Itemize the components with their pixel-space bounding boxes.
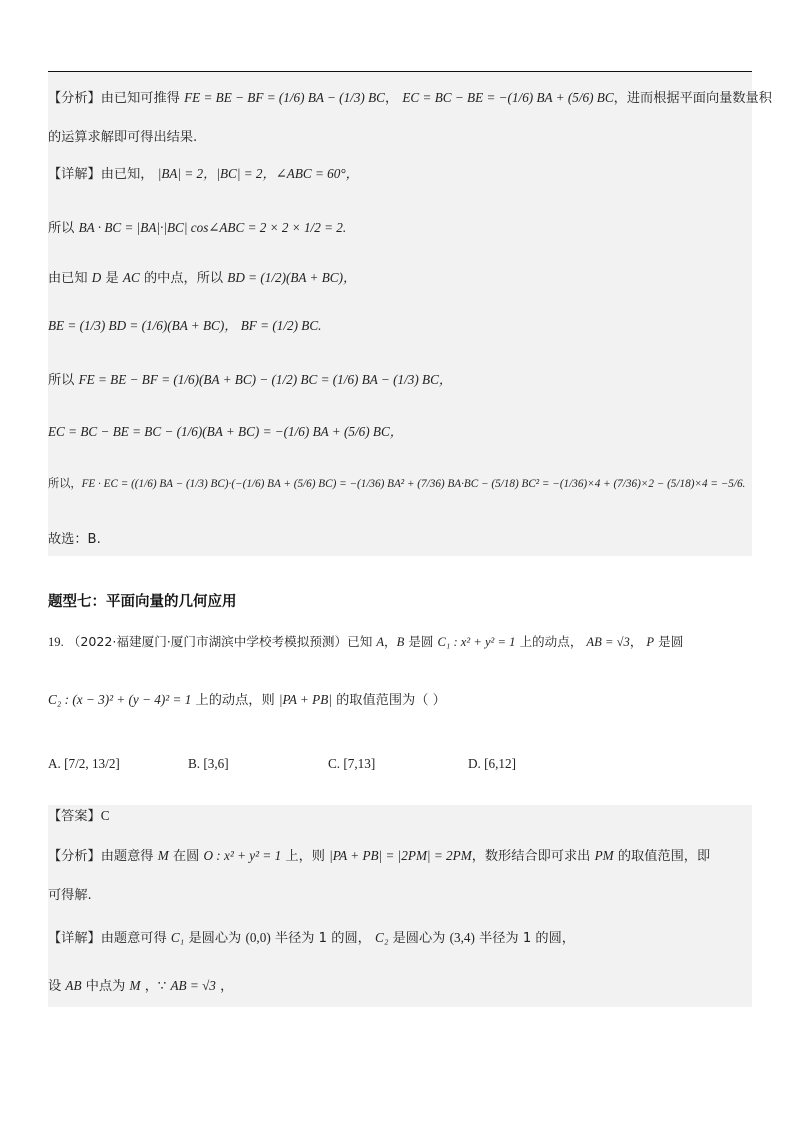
analysis2-line-2: 可得解. (48, 888, 92, 903)
detail2-line-2: 设 AB 中点为 M ，∵ AB = √3 ， (48, 978, 234, 994)
option-b[interactable]: B. [3,6] (188, 756, 229, 771)
detail-line-5: 所以 FE = BE − BF = (1/6)(BA + BC) − (1/2) BC = (1/6) BA − (1/3) BC， (48, 372, 453, 388)
detail-line-2: 所以 BA · BC = |BA|·|BC| cos∠ABC = 2 × 2 × 1/2 = 2. (48, 220, 347, 236)
section-heading: 题型七：平面向量的几何应用 (48, 594, 237, 610)
answer-line (48, 806, 110, 827)
formula-ec: EC = BC − BE = −(1/6) BA + (5/6) BC (402, 90, 614, 105)
analysis-line-2: 的运算求解即可得出结果. (48, 130, 198, 145)
question-number: 19. (48, 635, 64, 649)
question-source: （2022·福建厦门·厦门市湖滨中学校考模拟预测） (67, 634, 348, 649)
answer-value: C (100, 808, 110, 823)
detail-line-7: 所以，FE · EC = ((1/6) BA − (1/3) BC)·(−(1/6) BA + (5/6) BC) = −(1/36) BA² + (7/36) BA·BC − (5/18) BC² = −(1/36)×4 + (7/36)×2 − (5/18)×4 = −5/6. (48, 477, 746, 490)
question-line-1: 19. （2022·福建厦门·厦门市湖滨中学校考模拟预测）已知 A，B 是圆 C₁ : x² + y² = 1 上的动点， AB = √3， P 是圆 (48, 634, 684, 649)
option-d[interactable]: D. [6,12] (468, 756, 516, 771)
detail2-line-1: 【详解】由题意可得 C₁ 是圆心为 (0,0) 半径为 1 的圆， C₂ 是圆心为 (3,4) 半径为 1 的圆， (48, 930, 575, 946)
analysis2-line-1: 【分析】由题意得 M 在圆 O : x² + y² = 1 上，则 |PA + PB| = |2PM| = 2PM，数形结合即可求出 PM 的取值范围，即 (48, 848, 711, 864)
answer-tag: 【答案】 (48, 809, 101, 824)
detail-tag: 【详解】 (48, 167, 101, 182)
formula-fe: FE = BE − BF = (1/6) BA − (1/3) BC (184, 90, 385, 105)
detail-line-6: EC = BC − BE = BC − (1/6)(BA + BC) = −(1/6) BA + (5/6) BC， (48, 424, 403, 439)
detail-line-1: 【详解】由已知， |BA| = 2，|BC| = 2，∠ABC = 60°， (48, 166, 359, 182)
detail-line-4: BE = (1/3) BD = (1/6)(BA + BC)， BF = (1/2) BC. (48, 318, 322, 333)
detail-choice: 故选：B. (48, 532, 101, 547)
analysis-tag: 【分析】 (48, 91, 101, 106)
question-line-2: C₂ : (x − 3)² + (y − 4)² = 1 上的动点，则 |PA + PB| 的取值范围为（ ） (48, 692, 446, 708)
option-c[interactable]: C. [7,13] (328, 756, 376, 771)
analysis-line-1: 【分析】由已知可推得 FE = BE − BF = (1/6) BA − (1/3) BC， EC = BC − BE = −(1/6) BA + (5/6) BC，进而根据平面向量数量积 (48, 90, 772, 106)
detail-line-3: 由已知 D 是 AC 的中点，所以 BD = (1/2)(BA + BC)， (48, 270, 357, 286)
option-a[interactable]: A. [7/2, 13/2] (48, 756, 120, 771)
